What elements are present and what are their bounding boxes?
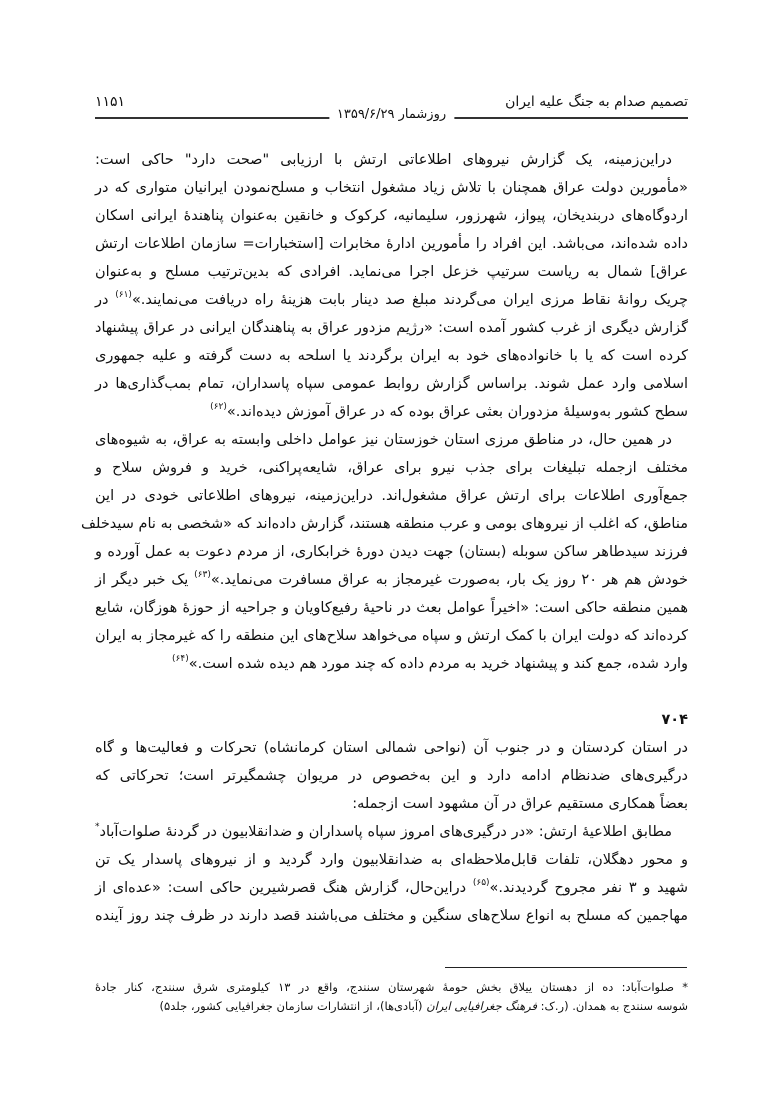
text-line bbox=[95, 146, 688, 174]
text-line bbox=[95, 650, 688, 678]
text-line bbox=[95, 342, 688, 370]
text-line bbox=[95, 846, 688, 874]
text-segment: و محور دهگلان، تلفات قابل‌ملاحظه‌ای به ضدانقلابیون وارد گردید و از نیروهای پاسدار یک تن bbox=[95, 852, 688, 868]
text-segment: (آبادی‌ها)، از انتشارات سازمان جغرافیایی کشور، جلد۵) bbox=[159, 999, 427, 1013]
text-segment: مختلف ازجمله تبلیغات برای جذب نیرو برای عراق، شایعه‌پراکنی، خرید و فروش سلاح و bbox=[95, 460, 688, 476]
text-segment: درگیری‌های ضدنظام ادامه دارد و این به‌خصوص در مریوان چشمگیرتر است؛ تحرکاتی که bbox=[95, 768, 688, 784]
book-title: تصمیم صدام به جنگ علیه ایران bbox=[505, 94, 688, 110]
text-line bbox=[95, 258, 688, 286]
footnote bbox=[95, 978, 688, 1016]
paragraph bbox=[81, 426, 688, 678]
text-segment: داده شده‌اند، می‌باشد. این افراد را مأمورین ادارهٔ مخابرات [استخبارات= سازمان اطلاعات ارتش bbox=[95, 236, 688, 252]
text-segment: عراق] شمال به ریاست سرتیپ خزعل اجرا می‌نماید. افرادی که بدین‌ترتیب مسلح و به‌عنوان bbox=[95, 264, 688, 280]
text-segment: گزارش دیگری از غرب کشور آمده است: «رژیم مزدور عراق به پناهندگان ایرانی در عراق پیشنهاد bbox=[95, 320, 688, 336]
text-line bbox=[95, 762, 688, 790]
text-line bbox=[81, 510, 688, 538]
spacer bbox=[95, 678, 688, 706]
text-line bbox=[95, 370, 688, 398]
text-line bbox=[95, 818, 688, 846]
text-segment: چریک روانهٔ نقاط مرزی ایران می‌گردند مبلغ صد دینار بابت هزینهٔ راه دریافت می‌نمایند.» bbox=[131, 292, 688, 308]
text-line bbox=[95, 790, 688, 818]
text-segment: یک خبر دیگر از bbox=[95, 572, 195, 588]
footnote-reference: (۶۵) bbox=[472, 878, 490, 888]
text-line bbox=[95, 426, 688, 454]
section-number: ۷۰۴ bbox=[661, 712, 688, 728]
text-line bbox=[95, 997, 688, 1016]
book-title-italic: فرهنگ جغرافیایی ایران bbox=[426, 999, 538, 1013]
text-line bbox=[95, 978, 688, 997]
page-number: ۱۱۵۱ bbox=[95, 94, 126, 110]
text-segment: دراین‌حال، گزارش هنگ قصرشیرین حاکی است: «عده‌ای از bbox=[95, 880, 473, 896]
text-line bbox=[95, 230, 688, 258]
text-segment: فرزند سیدطاهر ساکن سوبله (بستان) جهت دیدن دورهٔ خرابکاری، از مردم دعوت به عمل آورده و bbox=[95, 544, 688, 560]
text-segment: در استان کردستان و در جنوب آن (نواحی شمالی استان کرمانشاه) تحرکات و فعالیت‌ها و گاه bbox=[95, 740, 688, 756]
text-line bbox=[95, 314, 688, 342]
text-line bbox=[95, 482, 688, 510]
paragraph bbox=[95, 146, 688, 426]
footnote-reference: (۶۳) bbox=[194, 570, 211, 580]
footnote-reference: (۶۱) bbox=[115, 290, 132, 300]
text-line bbox=[95, 622, 688, 650]
footnote-reference: * bbox=[95, 822, 100, 832]
text-segment: دراین‌زمینه، یک گزارش نیروهای اطلاعاتی ارتش با ارزیابی "صحت دارد" حاکی است: bbox=[95, 152, 672, 168]
text-line bbox=[95, 538, 688, 566]
footnote-reference: (۶۴) bbox=[172, 654, 189, 664]
text-segment: سطح کشور به‌وسیلهٔ مزدوران بعثی عراق بوده که در عراق آموزش دیده‌اند.» bbox=[226, 404, 688, 420]
footnote-reference: (۶۲) bbox=[210, 402, 227, 412]
text-line bbox=[95, 398, 688, 426]
text-segment: اسلامی وارد عمل شوند. براساس گزارش روابط عمومی سپاه پاسداران، تمام بمب‌گذاری‌ها در bbox=[95, 376, 688, 392]
text-segment: مناطق، که اغلب از نیروهای بومی و عرب منطقه هستند، گزارش داده‌اند که «شخصی به نام سیدخلف bbox=[81, 516, 688, 532]
footnote-separator bbox=[445, 967, 687, 968]
text-segment: در همین حال، در مناطق مرزی استان خوزستان نیز عوامل داخلی وابسته به عراق، به شیوه‌های bbox=[95, 432, 672, 448]
text-line bbox=[95, 734, 688, 762]
text-segment: همین منطقه حاکی است: «اخیراً عوامل بعث در ناحیهٔ رفیع‌کاویان و جراحیه از حوزهٔ هوزگان، شایع bbox=[95, 600, 688, 616]
text-line bbox=[95, 174, 688, 202]
text-segment: در bbox=[95, 292, 116, 308]
text-segment: خودش هم هر ۲۰ روز یک بار، به‌صورت غیرمجاز به عراق مسافرت می‌نماید.» bbox=[210, 572, 688, 588]
text-segment: مهاجمین که مسلح به انواع سلاح‌های سنگین و مختلف می‌باشند قصد دارند در ظرف چند روز آینده bbox=[95, 908, 688, 924]
text-segment: «مأمورین دولت عراق همچنان با تلاش زیاد مشغول انتخاب و مسلح‌نمودن ایرانیان متواری که در bbox=[95, 180, 688, 196]
text-segment: کرده است که یا با خانواده‌های خود به ایران برگردند یا اسلحه به دست گرفته و علیه جمهوری bbox=[95, 348, 688, 364]
text-segment: * صلوات‌آباد: ده از دهستان ییلاق بخش حومهٔ شهرستان سنندج، واقع در ۱۳ کیلومتری شرق سنندج، کنار جادهٔ bbox=[95, 980, 688, 994]
text-segment: مطابق اطلاعیهٔ ارتش: «در درگیری‌های امروز سپاه پاسداران و ضدانقلابیون در گردنهٔ صلوات‌آباد bbox=[99, 824, 672, 840]
text-segment: بعضاً همکاری مستقیم عراق در آن مشهود است ازجمله: bbox=[352, 796, 688, 812]
text-line bbox=[95, 202, 688, 230]
main-text bbox=[81, 146, 688, 930]
text-line bbox=[95, 454, 688, 482]
running-header bbox=[95, 90, 688, 130]
text-segment: وارد شده، جمع کند و پیشنهاد خرید به مردم داده که چند مورد هم دیده شده است.» bbox=[188, 656, 688, 672]
text-line bbox=[95, 874, 688, 902]
text-segment: اردوگاه‌های دربندیخان، پیواز، شهرزور، سلیمانیه، کرکوک و خانقین به‌عنوان پناهندهٔ ایرانی اسکان bbox=[95, 208, 688, 224]
text-line bbox=[95, 566, 688, 594]
text-line bbox=[95, 594, 688, 622]
text-line bbox=[95, 286, 688, 314]
text-segment: کرده‌اند که دولت ایران با کمک ارتش و سپاه می‌خواهد سلاح‌های این منطقه را که غیرمجاز به ایران bbox=[95, 628, 688, 644]
chronicle-date: روزشمار ۱۳۵۹/۶/۲۹ bbox=[329, 107, 454, 122]
text-line bbox=[95, 902, 688, 930]
paragraph bbox=[95, 818, 688, 930]
text-segment: شهید و ۳ نفر مجروح گردیدند.» bbox=[489, 880, 688, 896]
paragraph bbox=[95, 734, 688, 818]
text-segment: شوسه سنندج به همدان. (ر.ک: bbox=[537, 999, 688, 1013]
text-segment: جمع‌آوری اطلاعات برای ارتش عراق مشغول‌اند. دراین‌زمینه، نیروهای اطلاعاتی خودی در این bbox=[95, 488, 688, 504]
